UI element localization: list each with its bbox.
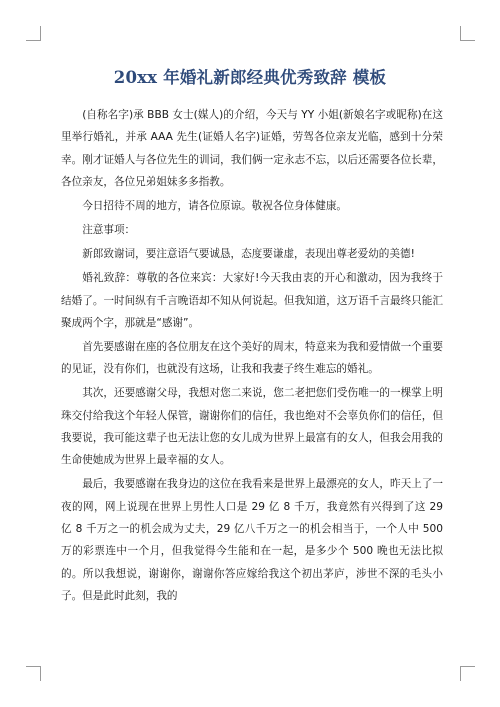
crop-mark-top-left — [26, 26, 41, 41]
paragraph-thanks-friends: 首先要感谢在座的各位朋友在这个美好的周末，特意来为我和爱情做一个重要的见证，没有你们，也就没有这场，让我和我妻子终生难忘的婚礼。 — [61, 340, 443, 376]
paragraph-speech-opening: 婚礼致辞：尊敬的各位来宾：大家好!今天我由衷的开心和激动，因为我终于结婚了。一时间纵有千言晚语却不知从何说起。但我知道，这万语千言最终只能汇聚成两个字，那就是“感谢”。 — [61, 272, 443, 329]
paragraph-apology: 今日招待不周的地方，请各位原谅。敬祝各位身体健康。 — [82, 199, 348, 212]
paragraph-thanks-bride: 最后，我要感谢在我身边的这位在我看来是世界上最漂亮的女人，昨天上了一夜的网，网上说现在世界上男性人口是 29 亿 8 千万，我竟然有兴得到了这 29 亿 8 千万之一的机会成为丈夫，29 亿八千万之一的机会相当于，一个人中 500 万的彩票连中一个月，但我觉得今生能和在一起，是多少个 500 晚也无法比拟的。所以我想说，谢谢你，谢谢你答应嫁给我这个初出茅庐，涉世不深的毛头小子。但是此时此刻，我的 — [61, 478, 443, 602]
document-title: 20xx 年婚礼新郎经典优秀致辞 模板 — [113, 68, 387, 87]
paragraph-notes-heading: 注意事项： — [82, 224, 136, 237]
paragraph-introduction: (自称名字)承 BBB 女士(媒人)的介绍，今天与 YY 小姐(新娘名字或昵称)在这里举行婚礼，并承 AAA 先生(证婚人名字)证婚，劳驾各位亲友光临，感到十分荣幸。刚才证婚人与各位先生的训词，我们俩一定永志不忘，以后还需要各位长辈，各位亲友，各位兄弟姐妹多多指教。 — [61, 109, 443, 188]
paragraph-note: 新郎致谢词，要注意语气要诚恳，态度要谦虚，表现出尊老爱幼的美德! — [82, 248, 415, 261]
paragraph-thanks-parents: 其次，还要感谢父母，我想对您二来说，您二老把您们受伤唯一的一棵掌上明珠交付给我这个年轻人保管，谢谢你们的信任，我也绝对不会辜负你们的信任，但我要说，我可能这辈子也无法让您的女儿成为世界上最富有的女人，但我会用我的生命使她成为世界上最幸福的女人。 — [61, 387, 443, 467]
crop-mark-bottom-right — [460, 666, 475, 681]
document-body — [61, 104, 443, 609]
crop-mark-bottom-left — [26, 666, 41, 681]
crop-mark-top-right — [460, 26, 475, 41]
